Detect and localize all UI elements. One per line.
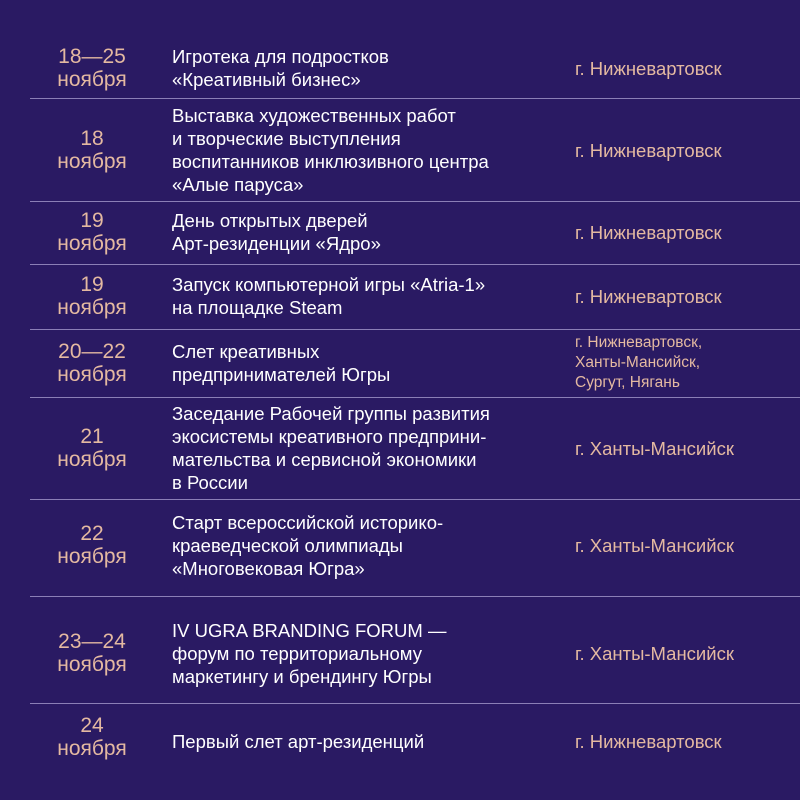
row-divider [30,703,800,704]
event-date: 21 ноября [57,425,127,471]
event-row-3 [30,203,800,261]
event-place: г. Нижневартовск, Ханты-Мансийск, Сургут, Нягань [575,334,703,391]
event-place: г. Нижневартовск [575,285,722,307]
event-title: Выставка художественных работ и творческие выступления воспитанников инклюзивного центра «Алые паруса» [172,105,489,195]
event-row-2 [30,100,800,200]
event-place: г. Нижневартовск [575,221,722,243]
event-title: День открытых дверей Арт-резиденции «Ядро» [172,210,381,254]
event-date: 24 ноября [57,714,127,760]
row-divider [30,329,800,330]
event-row-5 [30,331,800,395]
event-row-7 [30,501,800,589]
event-row-9 [30,707,800,775]
event-row-4 [30,266,800,326]
event-date: 22 ноября [57,522,127,568]
event-title: Игротека для подростков «Креативный бизнес» [172,46,389,90]
event-row-1 [30,40,800,96]
event-place: г. Ханты-Мансийск [575,437,734,459]
event-place: г. Нижневартовск [575,730,722,752]
event-place: г. Нижневартовск [575,57,722,79]
event-title: Запуск компьютерной игры «Atria-1» на площадке Steam [172,274,486,318]
event-date: 18 ноября [57,127,127,173]
event-title: IV UGRA BRANDING FORUM — форум по территориальному маркетингу и брендингу Югры [172,619,447,687]
event-title: Слет креативных предпринимателей Югры [172,341,391,385]
row-divider [30,596,800,597]
event-title: Заседание Рабочей группы развития экосистемы креативного предприни- мательства и сервисной экономики в России [172,403,490,493]
event-title: Старт всероссийской историко- краеведческой олимпиады «Многовековая Югра» [172,511,444,579]
row-divider [30,98,800,99]
event-date: 19 ноября [57,209,127,255]
event-place: г. Нижневартовск [575,139,722,161]
event-place: г. Ханты-Мансийск [575,534,734,556]
event-date: 20—22 ноября [57,340,127,386]
row-divider [30,201,800,202]
event-row-8 [30,605,800,701]
event-row-6 [30,399,800,497]
row-divider [30,499,800,500]
event-title: Первый слет арт-резиденций [172,730,425,752]
event-date: 19 ноября [57,273,127,319]
event-date: 18—25 ноября [57,45,127,91]
row-divider [30,397,800,398]
row-divider [30,264,800,265]
event-date: 23—24 ноября [57,630,127,676]
event-place: г. Ханты-Мансийск [575,642,734,664]
